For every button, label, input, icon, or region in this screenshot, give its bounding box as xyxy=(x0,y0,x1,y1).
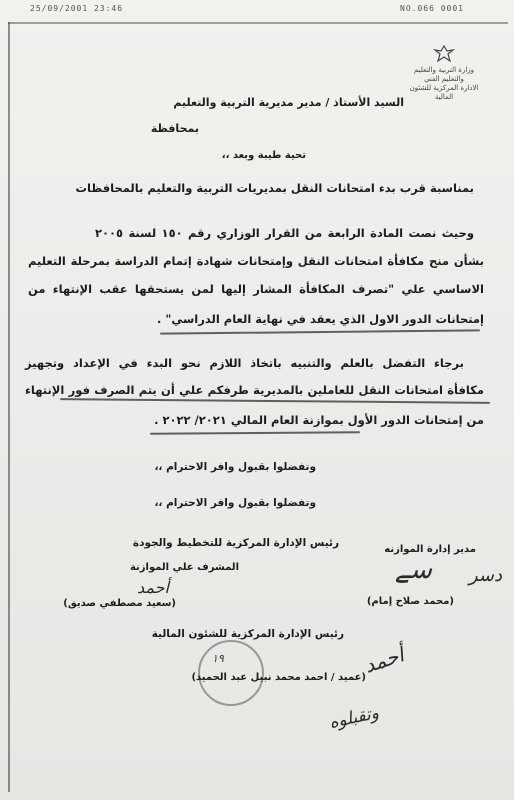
handwritten-underline-2 xyxy=(60,398,490,404)
stamp-text: ١٩ xyxy=(212,652,224,665)
budget-supervisor-title: المشرف علي الموازنة xyxy=(129,562,239,573)
finance-head-signature: أحمد xyxy=(361,642,407,678)
greeting-line: تحية طيبة وبعد ،، xyxy=(221,150,306,161)
letterhead-line-2: والتعليم الفني xyxy=(424,75,464,83)
budget-director-name: (محمد صلاح إمام) xyxy=(366,596,454,607)
ministry-letterhead xyxy=(404,45,484,102)
closing-line-2: وتفضلوا بقبول وافر الاحترام ،، xyxy=(154,497,316,509)
budget-supervisor-signature: أحمد xyxy=(137,578,169,597)
addressee-line: السيد الأستاذ / مدير مديرية التربية والتعليم xyxy=(173,96,404,109)
finance-head-title: رئيس الإدارة المركزية للشئون المالية xyxy=(151,628,344,640)
para1-line-2: بشأن منح مكافأة امتحانات النقل وإمتحانات شهادة إتمام الدراسة بمرحلة التعليم xyxy=(28,254,484,268)
page-border-left xyxy=(8,22,10,792)
budget-director-title: مدير إدارة الموازنه xyxy=(384,544,476,555)
eagle-emblem-icon xyxy=(404,45,484,66)
budget-director-signature: سے xyxy=(394,555,432,585)
para1-line-4: إمتحانات الدور الاول الذي يعقد في نهاية العام الدراسي" . xyxy=(156,312,484,326)
letterhead-line-3: الادارة المركزية للشئون المالية xyxy=(409,84,479,101)
handwritten-underline-1 xyxy=(160,329,480,334)
margin-signature: دسر xyxy=(468,565,502,586)
closing-line-1: وتفضلوا بقبول وافر الاحترام ،، xyxy=(154,461,316,473)
para1-line-3: الاساسي علي "تصرف المكافأة المشار إليها لمن يستحقها عقب الإنتهاء من xyxy=(28,282,484,296)
letterhead-line-1: وزارة التربية والتعليم xyxy=(413,66,475,74)
governorate-line: بمحافظة xyxy=(150,122,199,135)
fax-header xyxy=(0,4,514,18)
finance-head-name: (عميد / احمد محمد نبيل عبد الحميد) xyxy=(191,672,366,683)
planning-head-title: رئيس الإدارة المركزية للتخطيط والجودة xyxy=(132,537,339,549)
budget-supervisor-name: (سعيد مصطفي صديق) xyxy=(63,598,176,609)
para2-line-2: مكافأة امتحانات النقل للعاملين بالمديرية طرفكم علي أن يتم الصرف فور الإنتهاء xyxy=(25,383,484,397)
page-border-top xyxy=(8,22,508,24)
finance-head-annotation: وتقبلوه xyxy=(327,703,381,733)
para2-line-1: برجاء التفضل بالعلم والتنبيه باتخاذ اللازم نحو البدء في الإعداد وتجهيز xyxy=(25,356,464,370)
subject-line: بمناسبة قرب بدء امتحانات النقل بمديريات التربية والتعليم بالمحافظات xyxy=(75,181,474,195)
para1-line-1: وحيث نصت المادة الرابعة من القرار الوزاري رقم ١٥٠ لسنة ٢٠٠٥ xyxy=(95,226,475,240)
para2-line-3: من إمتحانات الدور الأول بموازنة العام المالي ٢٠٢١/ ٢٠٢٢ . xyxy=(154,413,484,427)
handwritten-underline-3 xyxy=(150,431,360,434)
fax-header-number: NO.066 0001 xyxy=(400,4,464,13)
fax-header-date: 25/09/2001 23:46 xyxy=(30,4,124,13)
